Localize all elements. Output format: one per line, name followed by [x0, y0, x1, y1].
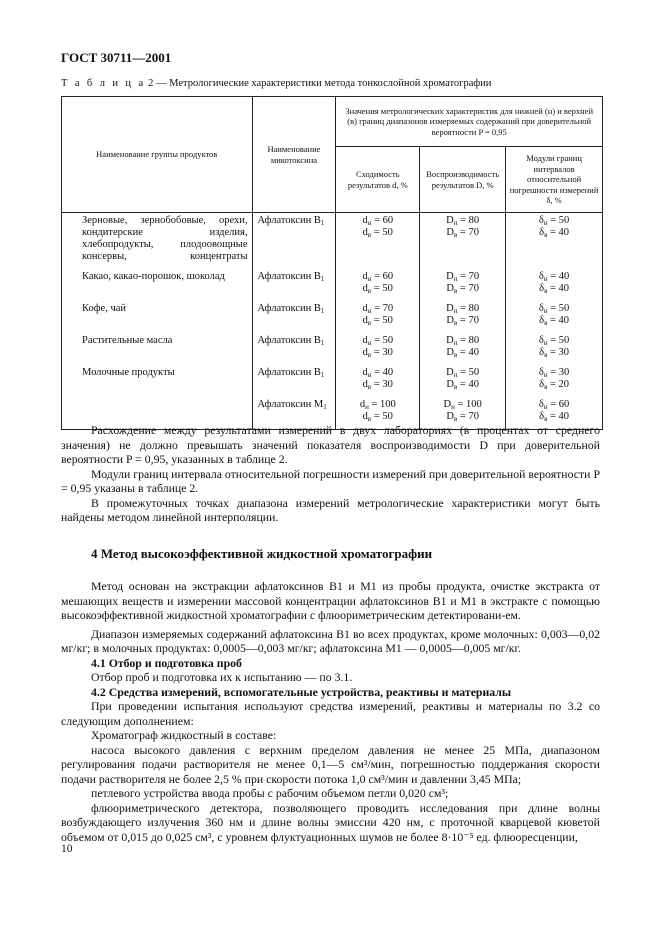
value-number: = 50	[371, 227, 393, 238]
value-symbol: D	[443, 399, 452, 410]
table-row	[62, 301, 603, 333]
value-pair	[510, 215, 598, 239]
value-subscript: н	[543, 275, 548, 283]
value-number: = 40	[457, 379, 479, 390]
value-number: = 80	[457, 215, 480, 226]
value-subscript: в	[453, 287, 458, 295]
metrology-table	[61, 96, 603, 430]
header-metrology-span: Значения метрологических характеристик для нижней (н) и верхней (в) границ диапазонов измеряемых содержаний при доверительной вероятности P = 0,95	[336, 97, 603, 147]
value-line	[510, 411, 598, 423]
value-subscript: н	[367, 307, 372, 315]
value-number: = 50	[371, 335, 394, 346]
table-row	[62, 365, 603, 397]
value-number: = 50	[371, 411, 393, 422]
value-subscript: н	[365, 403, 369, 411]
value-subscript: н	[453, 219, 458, 227]
mycotoxin-subscript: 1	[320, 339, 325, 347]
value-number: = 70	[371, 303, 394, 314]
value-pair	[510, 335, 598, 359]
value-line	[510, 367, 598, 379]
value-symbol: δ	[539, 315, 545, 326]
value-subscript: н	[451, 403, 455, 411]
value-line	[424, 335, 501, 347]
value-pair	[510, 303, 598, 327]
value-line	[424, 303, 501, 315]
cell-repeatability	[336, 213, 420, 270]
value-symbol: D	[446, 303, 454, 314]
section-heading: 4 Метод высокоэффективной жидкостной хроматографии	[91, 545, 433, 561]
value-symbol: δ	[538, 335, 544, 346]
value-number: = 40	[547, 227, 570, 238]
value-symbol: D	[446, 347, 454, 358]
value-line	[424, 411, 501, 423]
mycotoxin-subscript: 1	[320, 275, 325, 283]
value-subscript: в	[544, 383, 548, 391]
cell-error-bounds	[506, 301, 603, 333]
value-subscript: в	[544, 415, 548, 423]
value-line	[340, 315, 415, 327]
value-symbol: d	[362, 283, 368, 294]
value-line	[340, 271, 415, 283]
cell-mycotoxin	[252, 333, 336, 365]
value-subscript: н	[453, 339, 458, 347]
value-subscript: н	[543, 371, 548, 379]
value-number: = 60	[371, 271, 394, 282]
cell-repeatability	[336, 333, 420, 365]
value-line	[510, 335, 598, 347]
value-number: = 70	[457, 227, 479, 238]
table-caption-title: 2 — Метрологические характеристики метода тонкослойной хроматографии	[145, 78, 492, 89]
value-line	[424, 215, 501, 227]
value-pair	[424, 271, 501, 295]
header-error-bounds: Модули границ интервалов относительной погрешности измерений δ, %	[506, 147, 603, 213]
value-subscript: н	[453, 275, 458, 283]
value-symbol: d	[362, 315, 368, 326]
value-number: = 70	[457, 315, 479, 326]
value-symbol: d	[362, 347, 368, 358]
value-number: = 40	[547, 271, 570, 282]
mycotoxin-name: Афлатоксин B	[257, 335, 321, 346]
value-line	[340, 215, 415, 227]
paragraph: петлевого устройства ввода пробы с рабочим объемом петли 0,020 см³;	[91, 786, 449, 800]
value-symbol: d	[362, 379, 368, 390]
paragraph: Расхождение между результатами измерений в двух лабораториях (в процентах от среднего значения) не должно превышать значений показателя воспроизводимости D при доверительной вероятности P = 0,95, указанных в таблице 2.	[61, 423, 600, 466]
value-symbol: D	[446, 335, 454, 346]
table-row	[62, 333, 603, 365]
paragraph: Модули границ интервала относительной погрешности измерений при доверительной вероятности P = 0,95 указаны в таблице 2.	[61, 466, 600, 495]
value-number: = 30	[371, 347, 393, 358]
value-subscript: н	[543, 403, 548, 411]
value-symbol: δ	[539, 283, 545, 294]
value-line	[510, 227, 598, 239]
table-caption	[61, 78, 491, 89]
header-product-group: Наименование группы продуктов	[62, 97, 253, 213]
value-subscript: в	[453, 319, 458, 327]
value-line	[424, 379, 501, 391]
cell-repeatability	[336, 269, 420, 301]
subsection-heading: 4.2 Средства измерений, вспомогательные устройства, реактивы и материалы	[91, 684, 512, 699]
value-line	[340, 399, 415, 411]
value-pair	[510, 367, 598, 391]
header-reproducibility: Воспроизводимость результатов D, %	[420, 147, 506, 213]
value-pair	[424, 215, 501, 239]
value-number: = 50	[547, 303, 570, 314]
subsection-heading: 4.1 Отбор и подготовка проб	[91, 655, 242, 670]
value-number: = 80	[457, 303, 480, 314]
value-number: = 50	[371, 315, 393, 326]
value-number: = 40	[547, 283, 570, 294]
value-pair	[340, 303, 415, 327]
value-subscript: в	[544, 231, 548, 239]
value-subscript: н	[367, 371, 372, 379]
cell-reproducibility	[420, 365, 506, 397]
value-line	[340, 283, 415, 295]
value-subscript: н	[543, 339, 548, 347]
value-symbol: D	[446, 411, 454, 422]
value-subscript: в	[453, 351, 458, 359]
value-pair	[424, 303, 501, 327]
value-symbol: d	[362, 271, 368, 282]
value-number: = 40	[371, 367, 394, 378]
value-subscript: н	[367, 339, 372, 347]
header-mycotoxin: Наименование микотоксина	[252, 97, 336, 213]
value-symbol: δ	[538, 367, 544, 378]
value-pair	[510, 271, 598, 295]
value-symbol: δ	[539, 227, 545, 238]
value-subscript: н	[453, 307, 458, 315]
value-pair	[340, 367, 415, 391]
value-symbol: D	[446, 215, 454, 226]
value-subscript: н	[543, 219, 548, 227]
value-pair	[340, 271, 415, 295]
value-subscript: н	[367, 275, 372, 283]
cell-reproducibility	[420, 333, 506, 365]
table-caption-label: Т а б л и ц а	[61, 78, 146, 89]
mycotoxin-name: Афлатоксин B	[257, 303, 321, 314]
value-subscript: в	[367, 383, 372, 391]
body-text	[61, 423, 600, 844]
cell-reproducibility	[420, 213, 506, 270]
cell-product: Какао, какао-порошок, шоколад	[62, 269, 253, 301]
value-subscript: в	[453, 383, 458, 391]
value-line	[340, 227, 415, 239]
value-symbol: D	[446, 283, 454, 294]
cell-error-bounds	[506, 213, 603, 270]
cell-reproducibility	[420, 301, 506, 333]
value-subscript: в	[367, 351, 372, 359]
value-line	[340, 303, 415, 315]
value-subscript: н	[367, 219, 372, 227]
table-row	[62, 213, 603, 270]
cell-product: Молочные продукты	[62, 365, 253, 397]
paragraph: Метод основан на экстракции афлатоксинов B1 и M1 из пробы продукта, очистке экстракта от мешающих веществ и измерении массовой концентрации афлатоксинов B1 и M1 в экстракте с помощью высокоэффективной жидкостной хроматографии с флюориметрическим детектировани-ем.	[61, 579, 600, 622]
value-symbol: D	[446, 315, 454, 326]
value-line	[340, 367, 415, 379]
value-symbol: d	[362, 303, 368, 314]
value-symbol: D	[446, 367, 454, 378]
value-line	[510, 379, 598, 391]
value-number: = 100	[368, 399, 396, 410]
paragraph: насоса высокого давления с верхним пределом давления не менее 25 МПа, диапазоном регулирования подачи растворителя не менее 0,1—5 см³/мин, погрешностью поддержания скорости подачи растворителя не более 2,5 % при скорости потока 1,0 см³/мин и давлении 3,45 МПа;	[61, 742, 600, 786]
value-symbol: δ	[539, 347, 545, 358]
value-subscript: в	[367, 415, 372, 423]
cell-product: Кофе, чай	[62, 301, 253, 333]
value-number: = 70	[457, 271, 480, 282]
cell-error-bounds	[506, 333, 603, 365]
paragraph: флюориметрического детектора, позволяющего проводить исследования при длине волны возбуждающего излучения 360 нм и длине волны эмиссии 420 нм, с проточной кварцевой кюветой объемом от 0,015 до 0,025 см³, с уровнем флуктуационных шумов не более 8·10⁻⁵ ед. флюоресценции,	[61, 800, 600, 844]
value-line	[510, 347, 598, 359]
value-number: = 60	[371, 215, 394, 226]
value-number: = 20	[547, 379, 570, 390]
value-symbol: d	[362, 227, 368, 238]
value-symbol: d	[362, 215, 368, 226]
value-subscript: н	[543, 307, 548, 315]
paragraph: Отбор проб и подготовка их к испытанию — по 3.1.	[91, 670, 353, 684]
value-symbol: δ	[538, 399, 544, 410]
mycotoxin-name: Афлатоксин B	[257, 367, 321, 378]
value-number: = 40	[547, 315, 570, 326]
mycotoxin-subscript: 1	[320, 371, 325, 379]
value-number: = 100	[454, 399, 482, 410]
header-repeatability: Сходимость результатов d, %	[336, 147, 420, 213]
value-number: = 60	[547, 399, 570, 410]
value-symbol: δ	[538, 303, 544, 314]
value-symbol: d	[362, 367, 368, 378]
cell-repeatability	[336, 365, 420, 397]
value-number: = 40	[457, 347, 479, 358]
mycotoxin-name: Афлатоксин B	[257, 215, 321, 226]
value-line	[510, 271, 598, 283]
value-line	[424, 283, 501, 295]
mycotoxin-name: Афлатоксин M	[257, 399, 324, 410]
cell-product: Растительные масла	[62, 333, 253, 365]
value-line	[340, 347, 415, 359]
value-number: = 50	[547, 335, 570, 346]
value-line	[340, 411, 415, 423]
value-number: = 40	[547, 411, 570, 422]
table-row	[62, 269, 603, 301]
value-line	[424, 315, 501, 327]
cell-repeatability	[336, 301, 420, 333]
value-number: = 70	[457, 283, 479, 294]
value-number: = 50	[457, 367, 480, 378]
value-line	[510, 315, 598, 327]
value-symbol: δ	[539, 379, 545, 390]
document-header: ГОСТ 30711—2001	[61, 50, 172, 65]
value-pair	[424, 335, 501, 359]
cell-mycotoxin	[252, 269, 336, 301]
value-number: = 80	[457, 335, 480, 346]
mycotoxin-subscript: 1	[320, 307, 325, 315]
value-number: = 30	[547, 367, 570, 378]
cell-reproducibility	[420, 269, 506, 301]
paragraph: При проведении испытания используют средства измерений, реактивы и материалы по 3.2 со следующим дополнением:	[61, 699, 600, 728]
value-number: = 50	[371, 283, 393, 294]
value-line	[510, 215, 598, 227]
mycotoxin-subscript: 1	[320, 219, 325, 227]
value-pair	[340, 399, 415, 423]
value-pair	[424, 367, 501, 391]
page-number: 10	[61, 843, 73, 855]
cell-product: Зерновые, зернобобовые, орехи, кондитерские изделия, хлебопродукты, плодоовощные консервы, концентраты	[62, 213, 253, 270]
value-symbol: δ	[538, 215, 544, 226]
cell-error-bounds	[506, 269, 603, 301]
value-line	[340, 335, 415, 347]
value-number: = 30	[547, 347, 570, 358]
value-number: = 70	[457, 411, 479, 422]
value-line	[510, 399, 598, 411]
value-symbol: D	[446, 271, 454, 282]
paragraph: Хроматограф жидкостный в составе:	[91, 728, 277, 742]
value-subscript: н	[453, 371, 458, 379]
value-line	[340, 379, 415, 391]
cell-mycotoxin	[252, 365, 336, 397]
value-line	[424, 347, 501, 359]
value-symbol: δ	[539, 411, 545, 422]
value-symbol: D	[446, 227, 454, 238]
value-pair	[340, 335, 415, 359]
value-subscript: в	[544, 351, 548, 359]
value-symbol: δ	[538, 271, 544, 282]
value-subscript: в	[367, 319, 372, 327]
mycotoxin-name: Афлатоксин B	[257, 271, 321, 282]
value-subscript: в	[367, 287, 372, 295]
value-subscript: в	[367, 231, 372, 239]
value-symbol: d	[362, 411, 368, 422]
value-pair	[510, 399, 598, 423]
value-subscript: в	[453, 231, 458, 239]
value-symbol: d	[359, 399, 366, 410]
value-symbol: d	[362, 335, 368, 346]
value-line	[510, 283, 598, 295]
value-number: = 30	[371, 379, 393, 390]
value-subscript: в	[544, 287, 548, 295]
paragraph: Диапазон измеряемых содержаний афлатоксина B1 во всех продуктах, кроме молочных: 0,003—0,02 мг/кг; в молочных продуктах: 0,0005—0,003 мг/кг; афлатоксина M1 — 0,0005—0,005 мг/кг.	[61, 626, 600, 655]
value-symbol: D	[446, 379, 454, 390]
value-number: = 50	[547, 215, 570, 226]
value-pair	[340, 215, 415, 239]
value-line	[424, 227, 501, 239]
cell-mycotoxin	[252, 213, 336, 270]
value-line	[510, 303, 598, 315]
value-line	[424, 271, 501, 283]
cell-mycotoxin	[252, 301, 336, 333]
value-line	[424, 399, 501, 411]
value-subscript: в	[453, 415, 458, 423]
value-pair	[424, 399, 501, 423]
paragraph: В промежуточных точках диапазона измерений метрологические характеристики могут быть найдены методом линейной интерполяции.	[61, 495, 600, 524]
mycotoxin-subscript: 1	[323, 403, 327, 411]
value-line	[424, 367, 501, 379]
cell-error-bounds	[506, 365, 603, 397]
value-subscript: в	[544, 319, 548, 327]
